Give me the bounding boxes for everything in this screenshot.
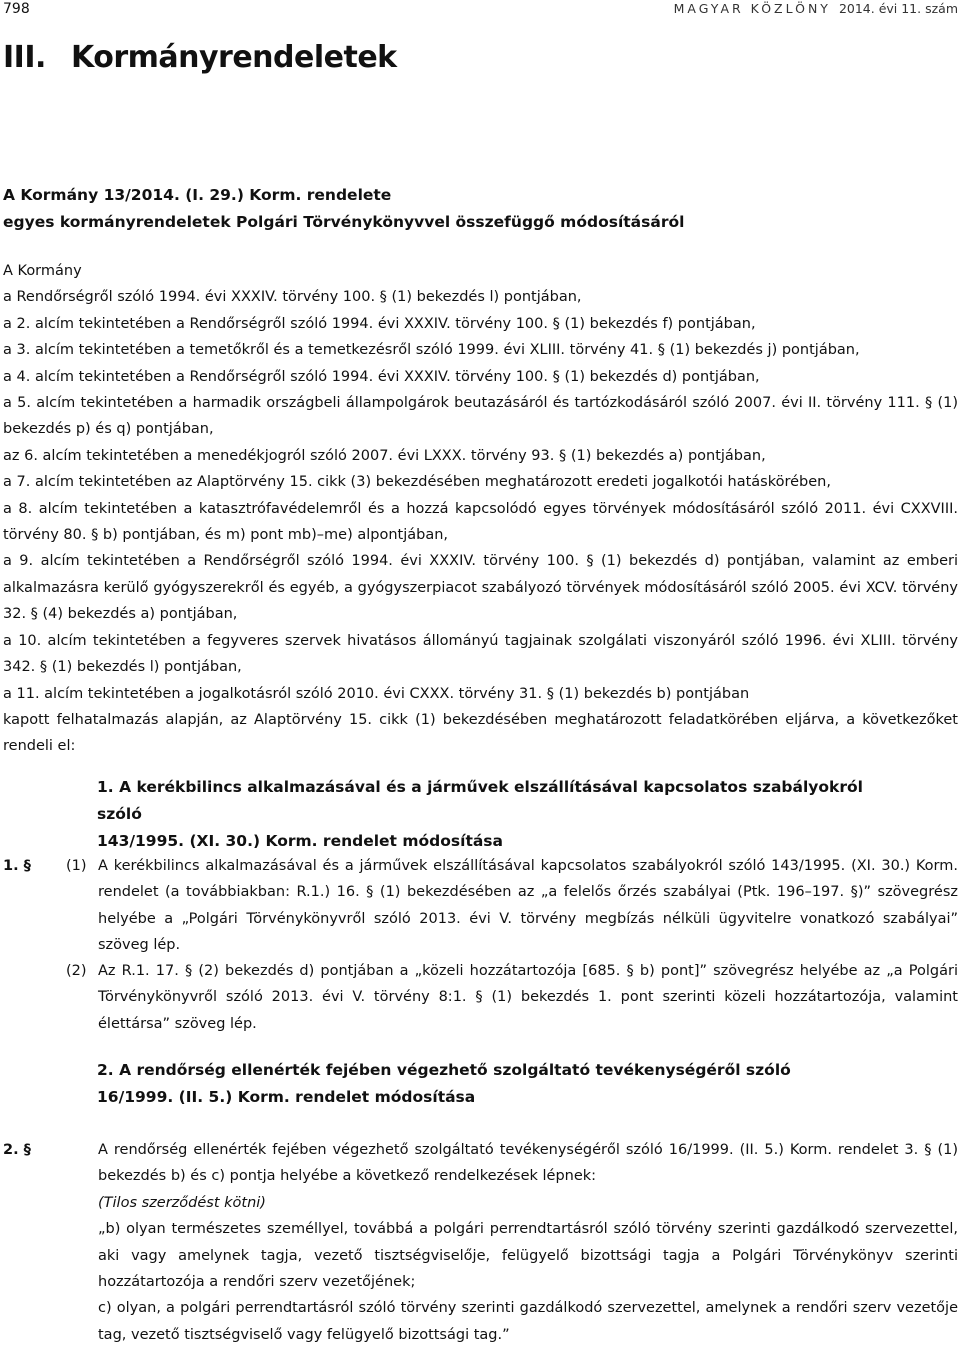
preamble-line: a Rendőrségről szóló 1994. évi XXXIV. törvény 100. § (1) bekezdés l) pontjában, (3, 289, 582, 306)
point-b: „b) olyan természetes személlyel, továbbá a polgári perrendtartásról szóló törvény szerinti gazdálkodó szervezettel, aki vagy amelynek tagja, vezető tisztségviselője, felügyelő bizottsági tagja a Polgári Törvénykönyv szerinti hozzátartozója a rendőri szerv vezetőjének; (98, 1221, 958, 1291)
preamble (3, 258, 958, 760)
page-number: 798 (3, 1, 30, 17)
subtitle-1-line2: 143/1995. (XI. 30.) Korm. rendelet módosítása (97, 832, 503, 850)
preamble-line: a 2. alcím tekintetében a Rendőrségről szóló 1994. évi XXXIV. törvény 100. § (1) bekezdés f) pontjában, (3, 315, 756, 332)
section-name: Kormányrendeletek (71, 40, 397, 75)
preamble-line: a 8. alcím tekintetében a katasztrófavédelemről és a hozzá kapcsolódó egyes törvények módosításáról szóló 2011. évi CXXVIII. törvény 80. § b) pontjában, és m) pont mb)–me) alpontjában, (3, 500, 958, 544)
paragraph-1 (3, 853, 958, 959)
paragraph-heading: (Tilos szerződést kötni) (98, 1194, 266, 1211)
preamble-line: a 9. alcím tekintetében a Rendőrségről szóló 1994. évi XXXIV. törvény 100. § (1) bekezdés d) pontjában, valamint az emberi alkalmazásra kerülő gyógyszerekről és egyéb, a gyógyszerpiacot szabályozó törvények módosításáról szóló 2005. évi XCV. törvény 32. § (4) bekezdés a) pontjában, (3, 553, 958, 623)
preamble-line: az 6. alcím tekintetében a menedékjogról szóló 2007. évi LXXX. törvény 93. § (1) bekezdés a) pontjában, (3, 447, 766, 464)
preamble-line: A Kormány (3, 263, 82, 279)
journal-name: MAGYAR KÖZLÖNY (673, 1, 831, 16)
subtitle-2-line1: 2. A rendőrség ellenérték fejében végezhető szolgáltató tevékenységéről szóló (97, 1061, 791, 1079)
decree-title-line1: A Kormány 13/2014. (I. 29.) Korm. rendelete (3, 186, 392, 204)
subtitle-1-line1: 1. A kerékbilincs alkalmazásával és a járművek elszállításával kapcsolatos szabályokról szóló (97, 778, 863, 823)
preamble-line: a 4. alcím tekintetében a Rendőrségről szóló 1994. évi XXXIV. törvény 100. § (1) bekezdés d) pontjában, (3, 368, 760, 385)
preamble-line: a 7. alcím tekintetében az Alaptörvény 15. cikk (3) bekezdésében meghatározott eredeti jogalkotói hatáskörében, (3, 474, 831, 491)
decree-title (3, 182, 953, 236)
paragraph-intro: A rendőrség ellenérték fejében végezhető szolgáltató tevékenységéről szóló 16/1999. (II. 5.) Korm. rendelet 3. § (1) bekezdés b) és c) pontja helyébe a következő rendelkezések lépnek: (98, 1142, 958, 1185)
running-header (674, 1, 958, 16)
section-number: III. (3, 40, 46, 75)
preamble-line: a 5. alcím tekintetében a harmadik országbeli állampolgárok beutazásáról és tartózkodásáról szóló 2007. évi II. törvény 111. § (1) bekezdés p) és q) pontjában, (3, 395, 958, 438)
point-c: c) olyan, a polgári perrendtartásról szóló törvény szerinti gazdálkodó szervezettel, amelynek a rendőri szerv vezetője tag, vezető tisztségviselő vagy felügyelő bizottsági tag.” (98, 1300, 958, 1343)
paragraph-2 (3, 1137, 958, 1348)
subsection-number: (1) (66, 858, 87, 874)
paragraph-number: 1. § (3, 858, 31, 874)
subtitle-2-line2: 16/1999. (II. 5.) Korm. rendelet módosítása (97, 1088, 476, 1106)
decree-title-line2: egyes kormányrendeletek Polgári Törvénykönyvvel összefüggő módosításáról (3, 213, 685, 231)
subsection-text: Az R.1. 17. § (2) bekezdés d) pontjában a „közeli hozzátartozója [685. § b) pont]” szövegrész helyébe az „a Polgári Törvénykönyvről szóló 2013. évi V. törvény 8:1. § (1) bekezdés 1. pont szerinti közeli hozzátartozója, valamint élettársa” szöveg lép. (98, 963, 958, 1032)
subtitle-1 (97, 774, 897, 855)
preamble-line: a 10. alcím tekintetében a fegyveres szervek hivatásos állományú tagjainak szolgálati viszonyáról szóló 1996. évi XLIII. törvény 342. § (1) bekezdés l) pontjában, (3, 632, 958, 676)
subsection-text: A kerékbilincs alkalmazásával és a járművek elszállításával kapcsolatos szabályokról szóló 143/1995. (XI. 30.) Korm. rendelet (a továbbiakban: R.1.) 16. § (1) bekezdésében az „a felelős őrzés szabályai (Ptk. 196–197. §)” szövegrész helyébe a „Polgári Törvénykönyvről szóló 2013. évi V. törvény megbízás nélküli ügyvitelre vonatkozó szabályai” szöveg lép. (98, 858, 958, 954)
preamble-line: a 11. alcím tekintetében a jogalkotásról szóló 2010. évi CXXX. törvény 31. § (1) bekezdés b) pontjában (3, 685, 750, 702)
preamble-line: kapott felhatalmazás alapján, az Alaptörvény 15. cikk (1) bekezdésében meghatározott feladatkörében eljárva, a következőket rendeli el: (3, 711, 958, 755)
subtitle-2 (97, 1057, 897, 1111)
section-title (3, 40, 397, 75)
issue-label: 2014. évi 11. szám (838, 1, 958, 16)
subsection-number: (2) (66, 963, 87, 979)
paragraph-1-sub2 (3, 958, 958, 1037)
paragraph-number: 2. § (3, 1142, 31, 1158)
preamble-line: a 3. alcím tekintetében a temetőkről és a temetkezésről szóló 1999. évi XLIII. törvény 41. § (1) bekezdés j) pontjában, (3, 342, 860, 359)
